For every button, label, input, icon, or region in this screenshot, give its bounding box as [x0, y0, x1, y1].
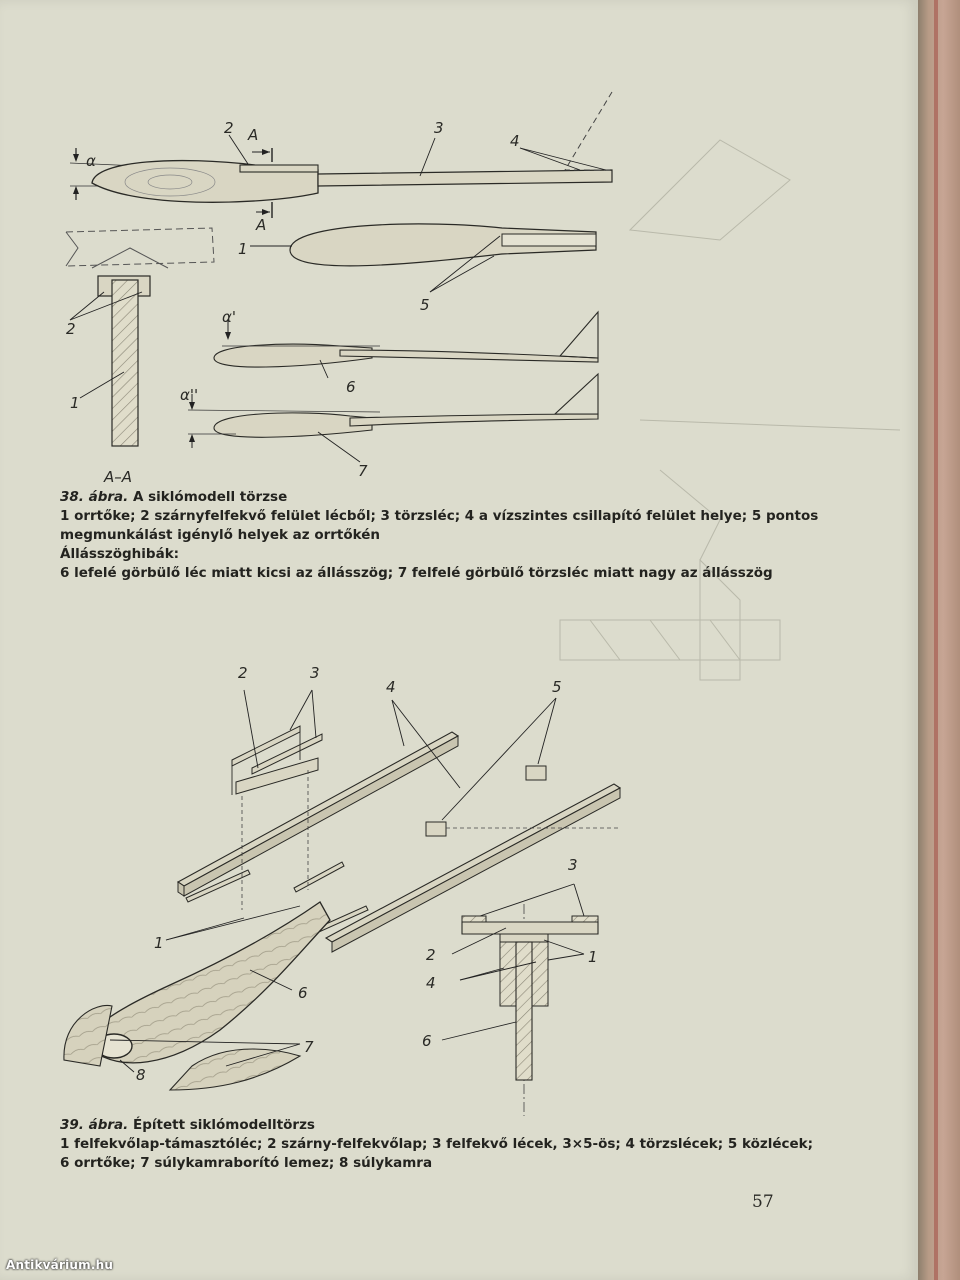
label-A-top: A	[248, 126, 259, 144]
figure-39-caption	[60, 1116, 813, 1173]
label-39-1: 1	[154, 934, 164, 952]
label-alpha-prime: α'	[222, 308, 237, 326]
label-39-8: 8	[136, 1066, 146, 1084]
label-39-6: 6	[298, 984, 308, 1002]
label-7: 7	[358, 462, 368, 480]
exploded-fuselage-view	[64, 690, 620, 1090]
label-4: 4	[510, 132, 520, 150]
label-39-section-6: 6	[422, 1032, 432, 1050]
figure-38-legend-line-3: Állásszöghibák:	[60, 546, 180, 562]
figure-39-legend-line-2: 6 orrtőke; 7 súlykamraborító lemez; 8 súlykamra	[60, 1155, 433, 1171]
figure-38-legend-line-2: megmunkálást igénylő helyek az orrtőkén	[60, 527, 381, 543]
label-1-plan: 1	[238, 240, 248, 258]
figure-38-legend-line-1: 1 orrtőke; 2 szárnyfelfekvő felület lécből; 3 törzsléc; 4 a vízszintes csillapító felület helye; 5 pontos	[60, 508, 819, 524]
label-alpha: α	[86, 152, 96, 170]
figure-38-number: 38. ábra.	[60, 489, 129, 505]
label-alpha-double-prime: α''	[180, 386, 199, 404]
label-39-section-2: 2	[426, 946, 436, 964]
figure-39-title: Épített siklómodelltörzs	[133, 1117, 315, 1133]
label-39-7: 7	[304, 1038, 314, 1056]
page-number: 57	[752, 1192, 774, 1212]
label-39-3: 3	[310, 664, 320, 682]
label-39-section-3: 3	[568, 856, 578, 874]
label-3: 3	[434, 119, 444, 137]
label-2-top: 2	[224, 119, 234, 137]
label-2-section: 2	[66, 320, 76, 338]
fuselage-cross-section	[442, 884, 598, 1116]
label-A-bottom: A	[256, 216, 267, 234]
label-39-5: 5	[552, 678, 562, 696]
label-39-2: 2	[238, 664, 248, 682]
label-section-a-a: A–A	[104, 468, 133, 486]
figure-38-legend-line-4: 6 lefelé görbülő léc miatt kicsi az állásszög; 7 felfelé görbülő törzsléc miatt nagy az állásszög	[60, 565, 773, 581]
label-39-section-1: 1	[588, 948, 598, 966]
figure-39-number: 39. ábra.	[60, 1117, 129, 1133]
label-6: 6	[346, 378, 356, 396]
watermark: Antikvárium.hu	[6, 1258, 114, 1272]
label-39-4: 4	[386, 678, 396, 696]
label-1-section: 1	[70, 394, 80, 412]
figure-39-legend-line-1: 1 felfekvőlap-támasztóléc; 2 szárny-felfekvőlap; 3 felfekvő lécek, 3×5-ös; 4 törzslécek; 5 közlécek;	[60, 1136, 814, 1152]
label-39-section-4: 4	[426, 974, 436, 992]
figure-38-title: A siklómodell törzse	[133, 489, 288, 505]
label-5: 5	[420, 296, 430, 314]
